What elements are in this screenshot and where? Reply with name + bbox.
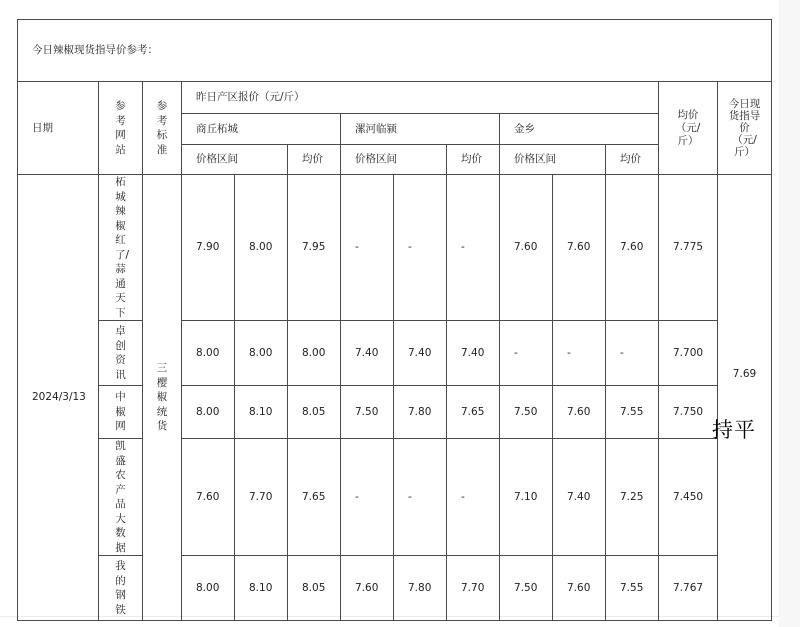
- price-high: 8.00: [235, 175, 288, 321]
- price-avg: 8.05: [288, 556, 341, 621]
- price-low: 7.60: [500, 175, 553, 321]
- header-region-3: 金乡: [500, 114, 659, 145]
- header-avg-3: 均价: [606, 145, 659, 175]
- row-avg: 7.450: [659, 439, 718, 556]
- price-high: 8.10: [235, 386, 288, 439]
- table-row: [18, 321, 772, 386]
- price-table: [17, 19, 772, 621]
- price-low: 7.50: [500, 386, 553, 439]
- price-high: 8.00: [235, 321, 288, 386]
- site-cell: 中椒网: [99, 386, 143, 439]
- site-cell: 柘城辣椒红了/蒜通天下: [99, 175, 143, 321]
- header-avg-1: 均价: [288, 145, 341, 175]
- table-row: [18, 439, 772, 556]
- table-row: [18, 556, 772, 621]
- row-avg: 7.767: [659, 556, 718, 621]
- price-avg: -: [606, 321, 659, 386]
- price-high: -: [553, 321, 606, 386]
- price-avg: 7.55: [606, 556, 659, 621]
- price-low: 7.40: [341, 321, 394, 386]
- price-avg: -: [447, 439, 500, 556]
- price-avg: 7.55: [606, 386, 659, 439]
- price-low: -: [500, 321, 553, 386]
- page-margin: [779, 0, 800, 627]
- price-low: 7.50: [500, 556, 553, 621]
- header-site: 参考网站: [99, 82, 143, 175]
- price-high: 7.60: [553, 175, 606, 321]
- header-yesterday-price: 昨日产区报价（元/斤）: [182, 82, 659, 114]
- price-high: 7.40: [394, 321, 447, 386]
- row-avg: 7.700: [659, 321, 718, 386]
- site-cell: 卓创资讯: [99, 321, 143, 386]
- price-avg: 7.70: [447, 556, 500, 621]
- price-avg: -: [447, 175, 500, 321]
- site-cell: 凯盛农产品大数据: [99, 439, 143, 556]
- price-avg: 8.05: [288, 386, 341, 439]
- site-cell: 我的钢铁: [99, 556, 143, 621]
- price-low: 8.00: [182, 386, 235, 439]
- standard-cell: 三樱椒统货: [143, 175, 182, 621]
- price-avg: 7.95: [288, 175, 341, 321]
- price-low: 7.60: [341, 556, 394, 621]
- header-region-2: 漯河临颍: [341, 114, 500, 145]
- table-title: 今日辣椒现货指导价参考：: [18, 20, 772, 82]
- table-row: [18, 175, 772, 321]
- header-today-guide: 今日现货指导价（元/斤）: [718, 82, 772, 175]
- date-cell: 2024/3/13: [18, 175, 99, 621]
- price-low: 7.90: [182, 175, 235, 321]
- trend-label: 持平: [712, 418, 756, 442]
- price-low: 7.60: [182, 439, 235, 556]
- price-high: 7.60: [553, 556, 606, 621]
- header-avg-2: 均价: [447, 145, 500, 175]
- price-low: 7.50: [341, 386, 394, 439]
- header-avg-unit: 均价（元/斤）: [659, 82, 718, 175]
- price-avg: 8.00: [288, 321, 341, 386]
- header-standard: 参考标准: [143, 82, 182, 175]
- price-high: 7.70: [235, 439, 288, 556]
- today-price-cell: 7.69: [718, 175, 772, 621]
- price-sheet: [17, 19, 772, 621]
- price-high: -: [394, 175, 447, 321]
- price-avg: 7.25: [606, 439, 659, 556]
- price-high: -: [394, 439, 447, 556]
- row-avg: 7.775: [659, 175, 718, 321]
- price-avg: 7.40: [447, 321, 500, 386]
- header-date: 日期: [18, 82, 99, 175]
- price-avg: 7.65: [288, 439, 341, 556]
- price-low: 8.00: [182, 321, 235, 386]
- price-high: 7.40: [553, 439, 606, 556]
- table-row: [18, 386, 772, 439]
- price-low: 8.00: [182, 556, 235, 621]
- price-high: 7.80: [394, 556, 447, 621]
- price-high: 7.60: [553, 386, 606, 439]
- price-avg: 7.60: [606, 175, 659, 321]
- price-low: -: [341, 439, 394, 556]
- header-range-3: 价格区间: [500, 145, 606, 175]
- price-low: 7.10: [500, 439, 553, 556]
- row-avg: 7.750: [659, 386, 718, 439]
- price-high: 8.10: [235, 556, 288, 621]
- price-high: 7.80: [394, 386, 447, 439]
- price-low: -: [341, 175, 394, 321]
- header-region-1: 商丘柘城: [182, 114, 341, 145]
- price-avg: 7.65: [447, 386, 500, 439]
- header-range-2: 价格区间: [341, 145, 447, 175]
- header-range-1: 价格区间: [182, 145, 288, 175]
